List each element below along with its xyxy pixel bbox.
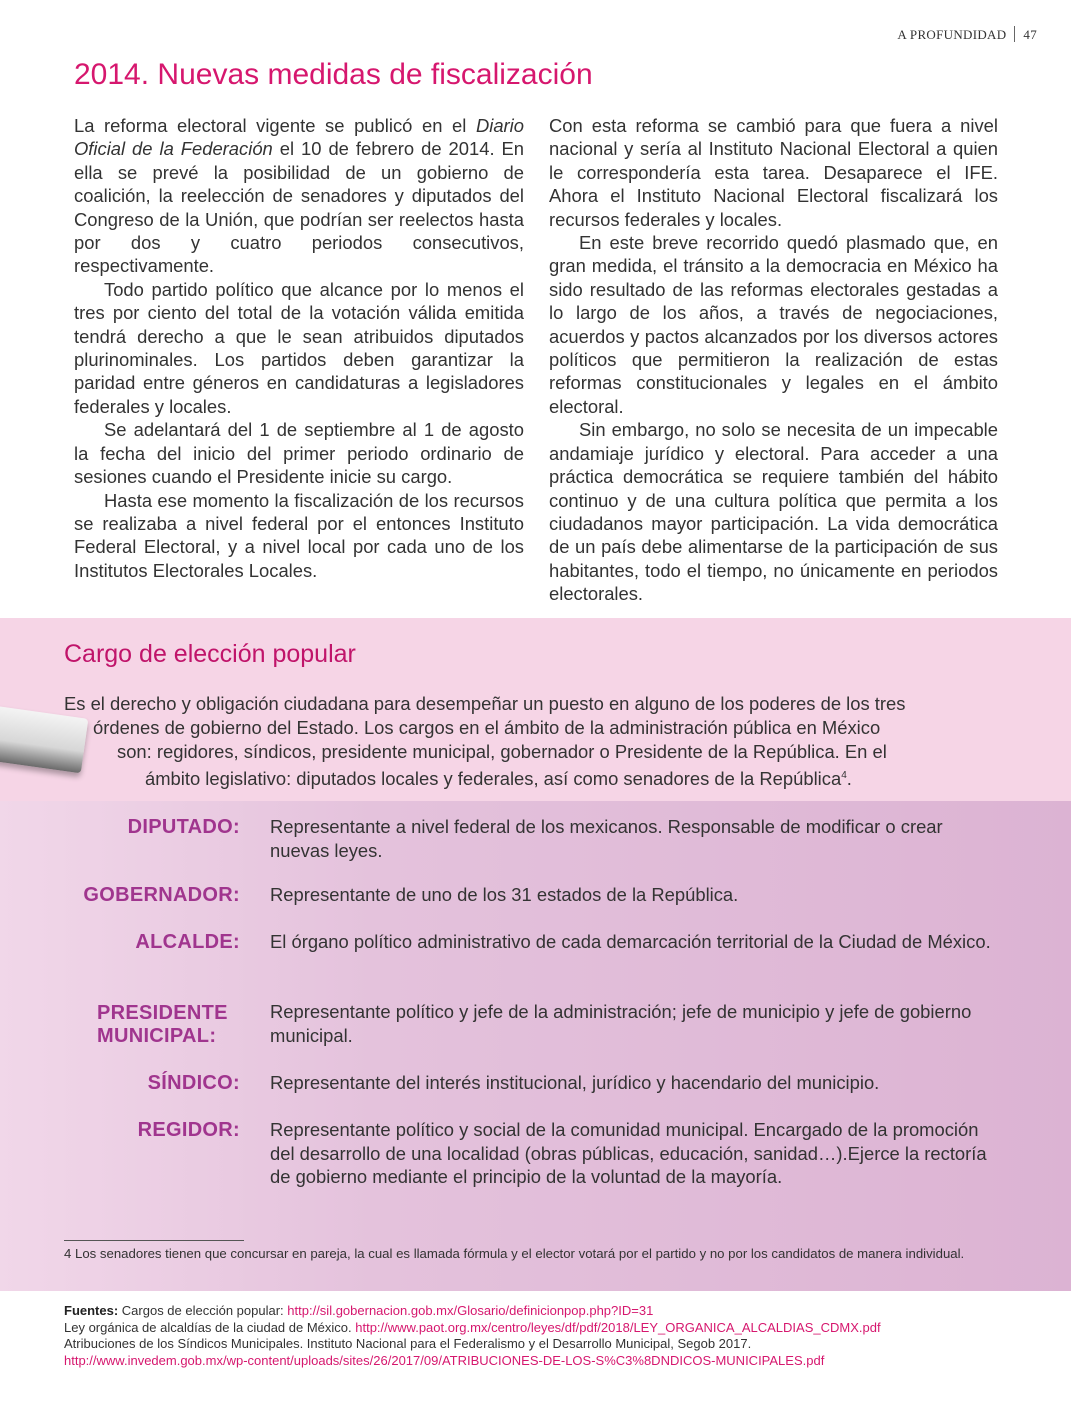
term-sindico: SÍNDICO: (147, 1072, 240, 1094)
running-header (897, 26, 1037, 43)
footnote-divider (64, 1240, 244, 1241)
definition-diputado: Representante a nivel federal de los mexicanos. Responsable de modificar o crear nuevas leyes. (270, 816, 943, 861)
article-title: 2014. Nuevas medidas de fiscalización (74, 58, 593, 91)
term-diputado: DIPUTADO: (127, 816, 240, 838)
sources-label: Fuentes: (64, 1303, 119, 1318)
sources: Fuentes: Cargos de elección popular: http://sil.gobernacion.gob.mx/Glosario/definicionpop.php?ID=31 Ley orgánica de alcaldías de la ciudad de México. http://www.paot.org.mx/centro/leyes/df/pdf/2018/LEY_ORGANICA_ALCALDIAS_CDMX.pdf Atribuciones de los Síndicos Municipales. Instituto Nacional para el Federalismo y el Desarrollo Municipal, Segob 2017. http://www.invedem.gob.mx/wp-content/uploads/sites/26/2017/09/ATRIBUCIONES-DE-LOS-S%C3%8DNDICOS-MUNICIPALES.pdf (64, 1303, 881, 1368)
term-regidor: REGIDOR: (137, 1119, 240, 1141)
article-left-column (74, 114, 524, 582)
article-paragraph: Sin embargo, no solo se necesita de un impecable andamiaje jurídico y electoral. Para acceder a una práctica democrática se requiere también del hábito continuo y de una cultura política que permita a los ciudadanos mayor participación. La vida democrática de un país debe alimentarse de la participación de sus habitantes, todo el tiempo, no únicamente en periodos electorales. (549, 419, 998, 605)
term-gobernador: GOBERNADOR: (83, 884, 240, 906)
footnote: 4 Los senadores tienen que concursar en pareja, la cual es llamada fórmula y el elector votará por el partido y no por los candidatos de manera individual. (64, 1246, 965, 1261)
article-paragraph: Con esta reforma se cambió para que fuera a nivel nacional y sería al Instituto Nacional Electoral a quien le correspondería esta tarea. Desaparece el IFE. Ahora el Instituto Nacional Electoral fiscalizará los recursos federales y locales. (549, 115, 998, 230)
section-name: A PROFUNDIDAD (897, 27, 1007, 42)
article-right-column (549, 114, 998, 606)
article-paragraph: Se adelantará del 1 de septiembre al 1 de agosto la fecha del inicio del primer periodo ordinario de sesiones cuando el Presidente inicie su cargo. (74, 419, 524, 488)
source-link[interactable]: http://sil.gobernacion.gob.mx/Glosario/definicionpop.php?ID=31 (287, 1303, 654, 1318)
definition-regidor: Representante político y social de la comunidad municipal. Encargado de la promoción del desarrollo de una localidad (obras públicas, educación, sanidad…).Ejerce la rectoría de gobierno mediante el principio de la voluntad de la mayoría. (270, 1119, 987, 1187)
article-paragraph: En este breve recorrido quedó plasmado que, en gran medida, el tránsito a la democracia en México ha sido resultado de las reformas electorales gestadas a lo largo de los años, a través de negociaciones, acuerdos y pactos alcanzados por los diversos actores políticos que permitieron la realización de estas reformas constitucionales y legales en el ámbito electoral. (549, 232, 998, 417)
article-paragraph: Todo partido político que alcance por lo menos el tres por ciento del total de la votación válida emitida tendrá derecho a que le sean atribuidos diputados plurinominales. Los partidos deben garantizar la paridad entre géneros en candidaturas a legisladores federales y locales. (74, 278, 524, 417)
page-number: 47 (1023, 27, 1037, 42)
term-alcalde: ALCALDE: (135, 931, 240, 953)
article-paragraph: La reforma electoral vigente se publicó en el Diario Oficial de la Federación el 10 de febrero de 2014. En ella se prevé la posibilidad de un gobierno de coalición, la reelección de senadores y diputados del Congreso de la Unión, que podrían ser reelectos hasta por dos y cuatro periodos consecutivos, respectivamente. (74, 115, 525, 277)
source-link[interactable]: http://www.paot.org.mx/centro/leyes/df/pdf/2018/LEY_ORGANICA_ALCALDIAS_CDMX.pdf (355, 1319, 881, 1335)
glossary-intro: Es el derecho y obligación ciudadana para desempeñar un puesto en alguno de los poderes de los tres órdenes de gobierno del Estado. Los cargos en el ámbito de la administración pública en México son: regidores, síndicos, presidente municipal, gobernador o Presidente de la República. En el ámbito legislativo: diputados locales y federales, así como senadores de la República$^4$. (64, 693, 906, 790)
footnote-reference: 4 (841, 770, 847, 781)
glossary-title: Cargo de elección popular (64, 640, 356, 668)
term-presidente-municipal: PRESIDENTE MUNICIPAL: (97, 1002, 228, 1047)
definition-presidente-municipal: Representante político y jefe de la administración; jefe de municipio y jefe de gobierno municipal. (270, 1001, 972, 1046)
source-link[interactable]: http://www.invedem.gob.mx/wp-content/uploads/sites/26/2017/09/ATRIBUCIONES-DE-LOS-S%C3%8DNDICOS-MUNICIPALES.pdf (64, 1352, 825, 1368)
publication-name: Diario Oficial de la Federación (74, 115, 524, 160)
article-paragraph: Hasta ese momento la fiscalización de los recursos se realizaba a nivel federal por el entonces Instituto Federal Electoral, y a nivel local por cada uno de los Institutos Electorales Locales. (74, 489, 524, 581)
definition-alcalde: El órgano político administrativo de cada demarcación territorial de la Ciudad de México. (270, 931, 991, 952)
definition-gobernador: Representante de uno de los 31 estados de la República. (270, 884, 739, 905)
header-divider (1014, 26, 1015, 42)
definition-sindico: Representante del interés institucional, jurídico y hacendario del municipio. (270, 1072, 880, 1093)
